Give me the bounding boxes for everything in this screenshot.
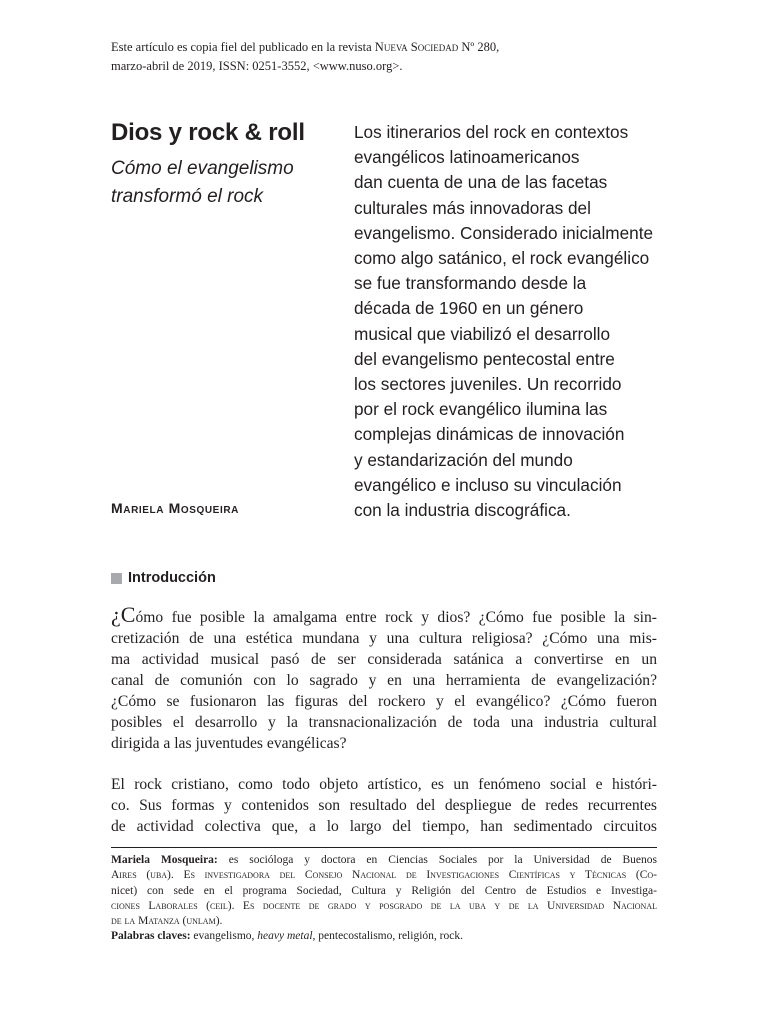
abstract-line: complejas dinámicas de innovación bbox=[354, 424, 625, 445]
footnote-line: nicet) con sede en el programa Sociedad, Cultura y Religión del Centro de Estudios e Investiga- bbox=[111, 884, 657, 897]
abstract-line: evangélico e incluso su vinculación bbox=[354, 474, 622, 495]
section-heading bbox=[111, 570, 216, 586]
abstract-line: Los itinerarios del rock en contextos bbox=[354, 122, 629, 142]
abstract-line: evangelismo. Considerado inicialmente bbox=[354, 222, 654, 243]
author-footnote bbox=[111, 853, 657, 945]
paragraph-line: canal de comunión con lo sagrado y en una herramienta de evangelización? bbox=[111, 672, 657, 689]
footnote-line: Aires (uba). Es investigadora del Consejo Nacional de Investigaciones Científicas y Técnicas (Co- bbox=[111, 869, 657, 882]
keywords-line bbox=[111, 929, 657, 944]
journal-name: Nueva Sociedad bbox=[374, 40, 459, 54]
paragraph-line: El rock cristiano, como todo objeto artístico, es un fenómeno social e históri- bbox=[111, 776, 657, 793]
footnote-line: de la Matanza (unlam). bbox=[111, 915, 223, 928]
abstract-line: del evangelismo pentecostal entre bbox=[354, 348, 615, 369]
notice-line1-prefix: Este artículo es copia fiel del publicado en la revista bbox=[111, 40, 372, 54]
footnote-divider bbox=[111, 847, 657, 848]
keywords-italic: heavy metal bbox=[257, 930, 313, 943]
keywords-label: Palabras claves: bbox=[111, 930, 191, 943]
article-title: Dios y rock & roll bbox=[111, 119, 305, 146]
footnote-line: ciones Laborales (ceil). Es docente de grado y posgrado de la uba y de la Universidad Nacional bbox=[111, 899, 657, 912]
footnote-line bbox=[111, 853, 657, 868]
keywords-rest: , pentecostalismo, religión, rock. bbox=[312, 930, 463, 943]
article-subtitle: Cómo el evangelismo transformó el rock bbox=[111, 158, 294, 207]
section-heading-text: Introducción bbox=[128, 570, 216, 586]
footnote-bio-text: es socióloga y doctora en Ciencias Sociales por la Universidad de Buenos bbox=[228, 854, 658, 866]
section-square-icon bbox=[111, 573, 122, 584]
paragraph-line: de actividad colectiva que, a lo largo del tiempo, han sedimentado circuitos bbox=[111, 818, 657, 835]
footnote-author-label: Mariela Mosqueira: bbox=[111, 854, 218, 866]
abstract bbox=[354, 120, 674, 523]
abstract-line: los sectores juveniles. Un recorrido bbox=[354, 374, 622, 395]
paragraph-line bbox=[111, 602, 657, 628]
paragraph-line: posibles el desarrollo y la transnacionalización de toda una industria cultural bbox=[111, 714, 657, 731]
article-author: Mariela Mosqueira bbox=[111, 500, 239, 516]
paragraph-line: ma actividad musical pasó de ser considerada satánica a convertirse en un bbox=[111, 651, 657, 668]
paragraph-line: dirigida a las juventudes evangélicas? bbox=[111, 735, 347, 752]
paragraph-line-text: ómo fue posible la amalgama entre rock y dios? ¿Cómo fue posible la sin- bbox=[135, 609, 657, 626]
intro-paragraph-1 bbox=[111, 602, 657, 754]
abstract-line: evangélicos latinoamericanos bbox=[354, 147, 580, 168]
paragraph-line: ¿Cómo se fusionaron las figuras del rockero y el evangélico? ¿Cómo fueron bbox=[111, 693, 657, 710]
paragraph-line: cretización de una estética mundana y una cultura religiosa? ¿Cómo una mis- bbox=[111, 630, 657, 647]
copyright-notice bbox=[111, 38, 671, 76]
abstract-line: se fue transformando desde la bbox=[354, 273, 587, 294]
abstract-line: como algo satánico, el rock evangélico bbox=[354, 248, 650, 269]
paragraph-line: co. Sus formas y contenidos son resultado del despliegue de redes recurrentes bbox=[111, 797, 657, 814]
abstract-line: con la industria discográfica. bbox=[354, 500, 571, 521]
drop-cap: ¿C bbox=[111, 602, 136, 627]
notice-line1-suffix: Nº 280, bbox=[461, 40, 500, 54]
abstract-line: culturales más innovadoras del bbox=[354, 197, 591, 218]
keywords-text: evangelismo, bbox=[193, 930, 255, 943]
abstract-line: por el rock evangélico ilumina las bbox=[354, 399, 608, 420]
abstract-line: dan cuenta de una de las facetas bbox=[354, 172, 608, 193]
abstract-line: musical que viabilizó el desarrollo bbox=[354, 323, 611, 344]
abstract-line: década de 1960 en un género bbox=[354, 298, 584, 319]
abstract-line: y estandarización del mundo bbox=[354, 449, 573, 470]
intro-paragraph-2 bbox=[111, 774, 657, 837]
notice-line2: marzo-abril de 2019, ISSN: 0251-3552, <www.nuso.org>. bbox=[111, 59, 403, 73]
